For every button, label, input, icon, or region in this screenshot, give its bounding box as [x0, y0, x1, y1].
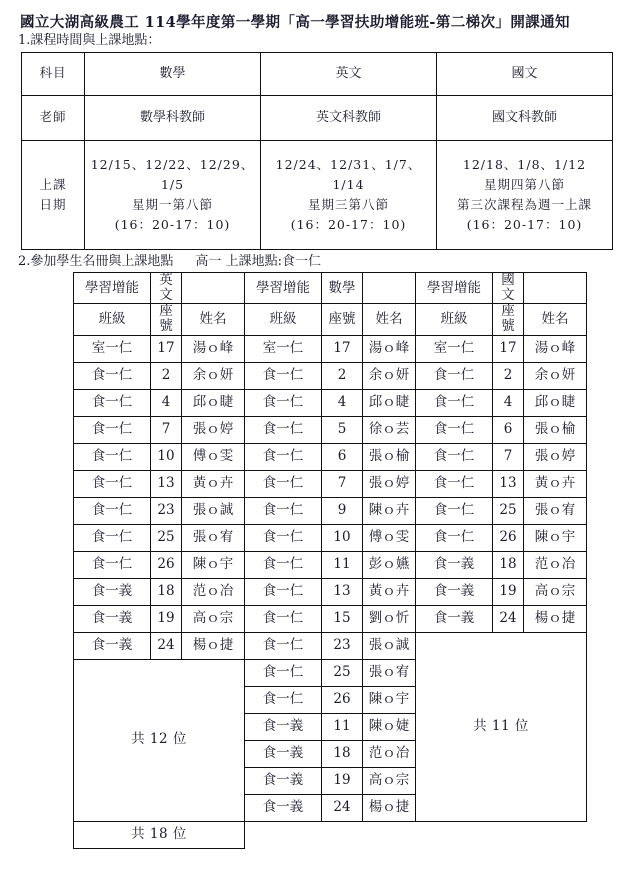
course-schedule-table — [21, 52, 613, 250]
roster-cell-seat: 13 — [151, 470, 182, 497]
table-row — [74, 443, 587, 470]
schedule-subject-math: 數學 — [85, 52, 261, 95]
roster-cell-name: 高ｏ宗 — [363, 767, 416, 794]
roster-cell-seat: 10 — [151, 443, 182, 470]
table-row — [74, 389, 587, 416]
roster-cell-name: 張ｏ婷 — [524, 443, 587, 470]
section-2-grade: 高一 — [195, 253, 222, 269]
roster-cell-class: 食一仁 — [74, 443, 151, 470]
roster-cell-name: 余ｏ妍 — [363, 362, 416, 389]
roster-cell-class: 食一仁 — [74, 389, 151, 416]
roster-cell-class: 食一仁 — [245, 497, 322, 524]
roster-cell-seat: 6 — [322, 443, 363, 470]
schedule-label-dates — [22, 140, 85, 249]
roster-cell-name: 楊ｏ捷 — [182, 632, 245, 659]
roster-cell-name: 張ｏ榆 — [524, 416, 587, 443]
roster-cell-seat: 18 — [151, 578, 182, 605]
roster-cell-name: 邱ｏ睫 — [363, 389, 416, 416]
table-row — [74, 578, 587, 605]
vertical-text: 國 文 — [501, 272, 515, 303]
roster-cell-name: 高ｏ宗 — [182, 605, 245, 632]
roster-cell-name: 湯ｏ峰 — [182, 335, 245, 362]
roster-header-spacer-math — [363, 273, 416, 304]
roster-cell-seat: 19 — [493, 578, 524, 605]
roster-cell-seat: 19 — [151, 605, 182, 632]
roster-cell-seat: 24 — [493, 605, 524, 632]
schedule-label-subject: 科目 — [22, 52, 85, 95]
roster-cell-class: 食一義 — [416, 578, 493, 605]
roster-cell-class: 食一仁 — [416, 470, 493, 497]
table-row — [74, 470, 587, 497]
roster-cell-class: 室一仁 — [245, 335, 322, 362]
roster-cell-name: 高ｏ宗 — [524, 578, 587, 605]
roster-cell-name: 張ｏ婷 — [363, 470, 416, 497]
roster-col-seat-math — [322, 304, 363, 335]
roster-cell-seat: 19 — [322, 767, 363, 794]
vertical-text: 座 號 — [159, 303, 173, 334]
roster-cell-name: 余ｏ妍 — [182, 362, 245, 389]
roster-cell-name: 張ｏ宥 — [524, 497, 587, 524]
roster-cell-class: 食一仁 — [74, 470, 151, 497]
section-2-location: 上課地點:食一仁 — [225, 253, 321, 269]
roster-cell-seat: 7 — [322, 470, 363, 497]
roster-cell-seat: 2 — [322, 362, 363, 389]
roster-total-row-math — [74, 821, 587, 848]
roster-program-label-chinese: 學習增能 — [416, 273, 493, 304]
roster-cell-class: 食一仁 — [245, 659, 322, 686]
roster-cell-class: 食一義 — [74, 632, 151, 659]
roster-cell-seat: 25 — [322, 659, 363, 686]
roster-cell-name: 傅ｏ雯 — [363, 524, 416, 551]
roster-header-spacer-chinese — [524, 273, 587, 304]
schedule-teacher-math: 數學科教師 — [85, 95, 261, 140]
roster-cell-name: 陳ｏ宇 — [363, 686, 416, 713]
roster-cell-class: 食一仁 — [74, 551, 151, 578]
roster-cell-seat: 6 — [493, 416, 524, 443]
roster-cell-seat: 23 — [151, 497, 182, 524]
roster-cell-class: 食一義 — [245, 767, 322, 794]
roster-header-row-sub — [74, 304, 587, 335]
section-2-heading — [18, 254, 622, 270]
schedule-dates-chinese-line4: (16：20-17：10) — [466, 216, 583, 232]
roster-cell-name: 張ｏ誠 — [363, 632, 416, 659]
schedule-dates-english-line1: 12/24、12/31、1/7、1/14 — [275, 156, 422, 192]
roster-cell-name: 劉ｏ忻 — [363, 605, 416, 632]
table-row — [74, 632, 587, 659]
roster-cell-class: 食一仁 — [245, 470, 322, 497]
roster-cell-name: 彭ｏ嬿 — [363, 551, 416, 578]
roster-program-label-math: 學習增能 — [245, 273, 322, 304]
schedule-row-subject — [22, 52, 613, 95]
roster-cell-seat: 4 — [493, 389, 524, 416]
table-row — [74, 335, 587, 362]
roster-cell-class: 食一仁 — [74, 416, 151, 443]
roster-cell-class: 食一義 — [416, 551, 493, 578]
roster-col-class-math: 班級 — [245, 304, 322, 335]
roster-cell-class: 食一仁 — [416, 524, 493, 551]
roster-cell-name: 范ｏ冶 — [524, 551, 587, 578]
schedule-dates-english-line2: 星期三第八節 — [307, 196, 389, 212]
roster-subject-math — [322, 273, 363, 304]
roster-cell-class: 室一仁 — [74, 335, 151, 362]
roster-program-label-english: 學習增能 — [74, 273, 151, 304]
roster-col-seat-chinese — [493, 304, 524, 335]
schedule-dates-math-line3: 星期一第八節 — [131, 196, 213, 212]
roster-cell-class: 食一仁 — [245, 632, 322, 659]
roster-cell-name: 陳ｏ卉 — [363, 497, 416, 524]
roster-cell-name: 張ｏ榆 — [363, 443, 416, 470]
roster-cell-seat: 17 — [151, 335, 182, 362]
roster-col-class-english: 班級 — [74, 304, 151, 335]
roster-cell-class: 食一仁 — [245, 551, 322, 578]
roster-subject-english — [151, 273, 182, 304]
roster-cell-seat: 5 — [322, 416, 363, 443]
roster-cell-name: 黃ｏ卉 — [182, 470, 245, 497]
schedule-dates-chinese-line2: 星期四第八節 — [483, 176, 565, 192]
roster-cell-name: 范ｏ冶 — [363, 740, 416, 767]
roster-cell-class: 食一仁 — [74, 362, 151, 389]
roster-cell-seat: 2 — [151, 362, 182, 389]
roster-cell-seat: 18 — [493, 551, 524, 578]
roster-cell-seat: 15 — [322, 605, 363, 632]
roster-cell-seat: 4 — [151, 389, 182, 416]
roster-cell-name: 湯ｏ峰 — [524, 335, 587, 362]
roster-header-spacer-english — [182, 273, 245, 304]
roster-cell-seat: 9 — [322, 497, 363, 524]
page-title: 國立大湖高級農工 114學年度第一學期「高一學習扶助增能班-第二梯次」開課通知 — [20, 14, 570, 31]
roster-total-math: 共 18 位 — [74, 821, 245, 848]
roster-cell-seat: 4 — [322, 389, 363, 416]
roster-cell-class: 食一仁 — [245, 605, 322, 632]
roster-col-seat-english — [151, 304, 182, 335]
roster-cell-class: 食一仁 — [416, 362, 493, 389]
roster-cell-name: 楊ｏ捷 — [524, 605, 587, 632]
roster-cell-name: 張ｏ婷 — [182, 416, 245, 443]
roster-cell-class: 食一義 — [245, 794, 322, 821]
roster-cell-name: 張ｏ宥 — [182, 524, 245, 551]
roster-cell-class: 食一仁 — [245, 389, 322, 416]
vertical-text: 英 文 — [159, 272, 173, 303]
roster-cell-name: 張ｏ誠 — [182, 497, 245, 524]
roster-cell-seat: 13 — [322, 578, 363, 605]
schedule-subject-chinese: 國文 — [437, 52, 613, 95]
roster-cell-class: 食一仁 — [74, 524, 151, 551]
roster-cell-seat: 2 — [493, 362, 524, 389]
roster-cell-seat: 7 — [151, 416, 182, 443]
schedule-row-dates — [22, 140, 613, 249]
roster-cell-name: 黃ｏ卉 — [524, 470, 587, 497]
roster-cell-seat: 18 — [322, 740, 363, 767]
roster-cell-class: 食一仁 — [245, 578, 322, 605]
roster-col-name-math: 姓名 — [363, 304, 416, 335]
roster-cell-class: 食一仁 — [416, 389, 493, 416]
roster-cell-seat: 23 — [322, 632, 363, 659]
roster-cell-class: 食一仁 — [245, 443, 322, 470]
roster-cell-seat: 11 — [322, 713, 363, 740]
vertical-text: 數學 — [328, 279, 356, 296]
roster-cell-name: 余ｏ妍 — [524, 362, 587, 389]
section-1-heading: 1.課程時間與上課地點： — [18, 33, 161, 49]
schedule-label-teacher: 老師 — [22, 95, 85, 140]
roster-cell-seat: 26 — [322, 686, 363, 713]
roster-cell-name: 黃ｏ卉 — [363, 578, 416, 605]
roster-cell-seat: 17 — [322, 335, 363, 362]
schedule-teacher-chinese: 國文科教師 — [437, 95, 613, 140]
roster-cell-class: 室一仁 — [416, 335, 493, 362]
roster-col-name-chinese: 姓名 — [524, 304, 587, 335]
schedule-dates-chinese-line3: 第三次課程為週一上課 — [456, 196, 592, 212]
schedule-dates-chinese — [437, 140, 613, 249]
roster-subject-chinese — [493, 273, 524, 304]
table-row — [74, 416, 587, 443]
schedule-label-dates-line2: 日期 — [39, 196, 67, 212]
roster-cell-seat: 13 — [493, 470, 524, 497]
schedule-dates-math — [85, 140, 261, 249]
roster-cell-name: 范ｏ冶 — [182, 578, 245, 605]
roster-cell-seat: 24 — [151, 632, 182, 659]
schedule-dates-math-line2: 1/5 — [160, 176, 185, 192]
schedule-label-dates-line1: 上課 — [39, 176, 67, 192]
roster-cell-seat: 26 — [151, 551, 182, 578]
roster-cell-seat: 25 — [493, 497, 524, 524]
table-row — [74, 551, 587, 578]
roster-cell-class: 食一仁 — [74, 497, 151, 524]
roster-cell-class: 食一仁 — [416, 497, 493, 524]
schedule-teacher-english: 英文科教師 — [261, 95, 437, 140]
roster-cell-class: 食一義 — [245, 713, 322, 740]
roster-cell-seat: 26 — [493, 524, 524, 551]
roster-cell-name: 陳ｏ宇 — [182, 551, 245, 578]
table-row — [74, 524, 587, 551]
roster-cell-seat: 25 — [151, 524, 182, 551]
roster-cell-name: 張ｏ宥 — [363, 659, 416, 686]
roster-cell-class: 食一義 — [245, 740, 322, 767]
roster-cell-seat: 24 — [322, 794, 363, 821]
schedule-dates-english-line3: (16：20-17：10) — [290, 216, 407, 232]
vertical-text: 座號 — [328, 310, 356, 327]
roster-cell-class: 食一仁 — [416, 416, 493, 443]
roster-cell-name: 徐ｏ芸 — [363, 416, 416, 443]
table-row — [74, 362, 587, 389]
roster-cell-name: 邱ｏ睫 — [182, 389, 245, 416]
schedule-dates-math-line1: 12/15、12/22、12/29、 — [90, 156, 255, 172]
roster-total-chinese: 共 11 位 — [416, 632, 587, 821]
roster-cell-name: 陳ｏ宇 — [524, 524, 587, 551]
roster-col-class-chinese: 班級 — [416, 304, 493, 335]
roster-cell-name: 楊ｏ捷 — [363, 794, 416, 821]
table-row — [74, 605, 587, 632]
schedule-dates-chinese-line1: 12/18、1/8、1/12 — [462, 156, 587, 172]
roster-cell-seat: 17 — [493, 335, 524, 362]
schedule-dates-english — [261, 140, 437, 249]
roster-cell-class: 食一仁 — [245, 362, 322, 389]
roster-cell-class: 食一義 — [416, 605, 493, 632]
schedule-dates-math-line4: (16：20-17：10) — [114, 216, 231, 232]
roster-col-name-english: 姓名 — [182, 304, 245, 335]
student-roster-table — [73, 272, 587, 848]
roster-cell-class: 食一義 — [74, 605, 151, 632]
section-2-label: 2.參加學生名冊與上課地點 — [18, 253, 174, 269]
table-row — [74, 497, 587, 524]
roster-cell-class: 食一仁 — [245, 686, 322, 713]
vertical-text: 座 號 — [501, 303, 515, 334]
roster-header-row-top — [74, 273, 587, 304]
roster-cell-class: 食一仁 — [245, 416, 322, 443]
roster-cell-class: 食一仁 — [416, 443, 493, 470]
roster-cell-seat: 10 — [322, 524, 363, 551]
roster-cell-name: 邱ｏ睫 — [524, 389, 587, 416]
roster-cell-seat: 7 — [493, 443, 524, 470]
roster-cell-name: 傅ｏ雯 — [182, 443, 245, 470]
schedule-row-teacher — [22, 95, 613, 140]
roster-cell-seat: 11 — [322, 551, 363, 578]
roster-cell-name: 陳ｏ婕 — [363, 713, 416, 740]
roster-cell-class: 食一義 — [74, 578, 151, 605]
schedule-subject-english: 英文 — [261, 52, 437, 95]
roster-total-english: 共 12 位 — [74, 659, 245, 821]
roster-cell-name: 湯ｏ峰 — [363, 335, 416, 362]
roster-cell-class: 食一仁 — [245, 524, 322, 551]
